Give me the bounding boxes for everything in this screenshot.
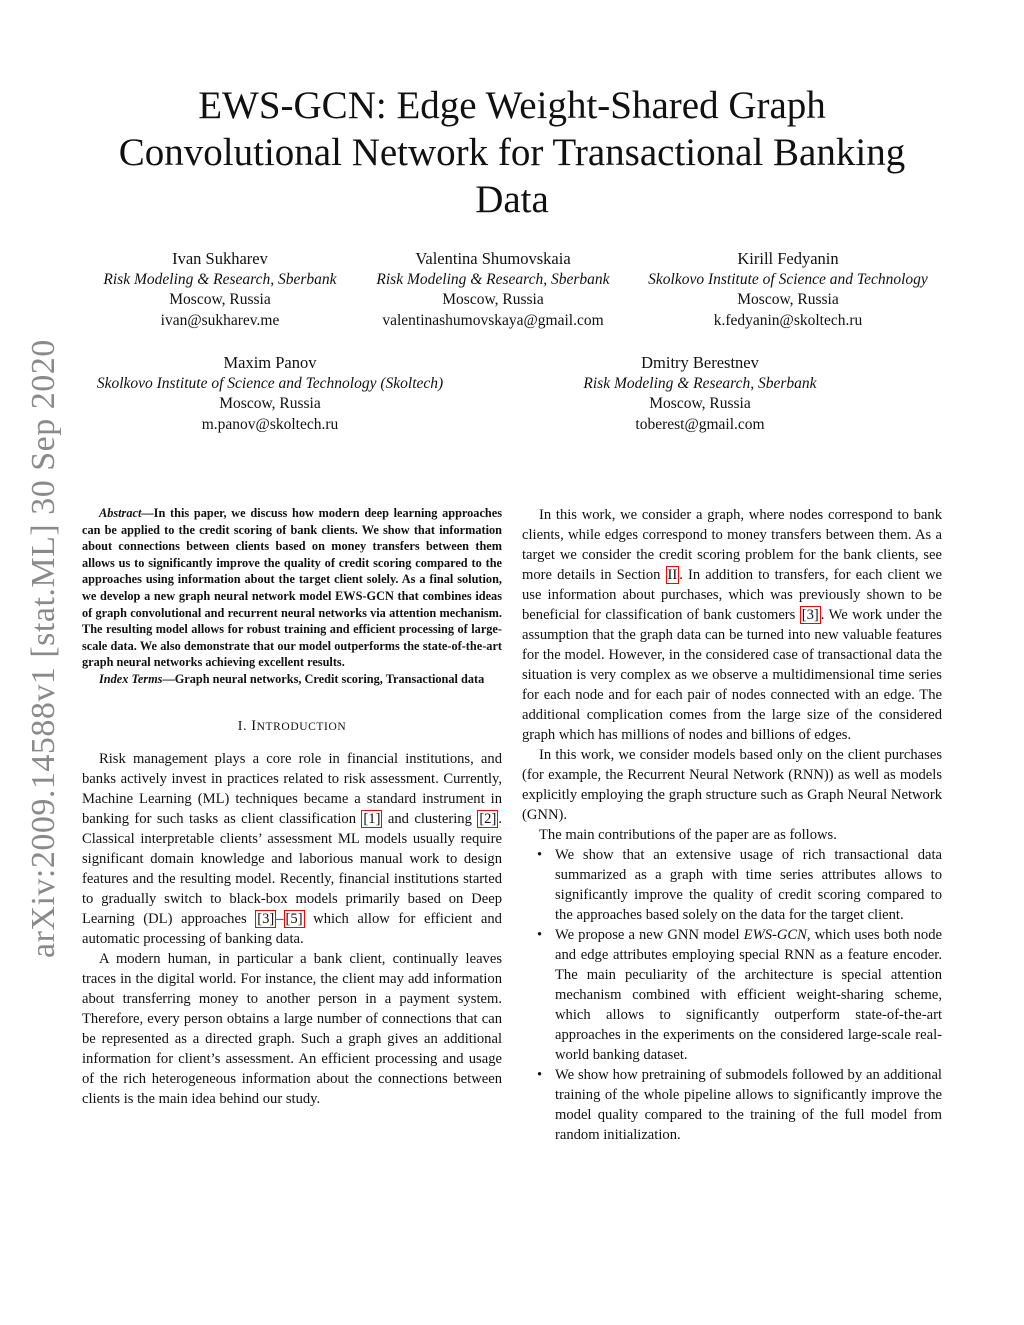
text-run: . In addition to transfers, for each client we use information about purchases, which was previously shown to be beneficial for classification of bank customers [522,567,942,623]
section-title-initial: I [251,717,257,734]
model-name: EWS-GCN [743,927,807,943]
section-heading-introduction [82,716,502,737]
author-location: Moscow, Russia [169,291,271,308]
right-column [522,505,942,1145]
abstract-text: In this paper, we discuss how modern deep learning approaches can be applied to the credit scoring of bank clients. We show that information about connections between clients based on money transfers between them allows us to significantly improve the quality of credit scoring compared to the approaches using information about the target client solely. As a final solution, we develop a new graph neural network model EWS-GCN that combines ideas of graph convolutional and recurrent neural networks via attention mechanism. The resulting model allows for robust training and efficient processing of large-scale data. We also demonstrate that our model outperforms the state-of-the-art graph neural networks achieving excellent results. [82,506,502,670]
author-affiliation: Skolkovo Institute of Science and Technology (Skoltech) [96,374,444,392]
text-run: Risk management plays a core role in financial institutions, and banks actively invest in practices related to risk assessment. Currently, Machine Learning (ML) techniques became a standard instrument in banking for such tasks as client classification [82,750,502,827]
text-run: – [276,910,284,927]
citation-link[interactable]: [2] [479,810,497,827]
text-run: We show that an extensive usage of rich transactional data summarized as a graph with time series attributes allows to significantly improve the quality of credit scoring compared to the approaches based solely on the data for the target client. [555,847,942,923]
author-block [70,353,470,435]
list-item [522,925,942,1065]
index-terms-text: Graph neural networks, Credit scoring, Transactional data [174,671,485,686]
paper-title: EWS-GCN: Edge Weight-Shared Graph Convolutional Network for Transactional Banking Data [118,84,906,221]
index-terms [82,671,502,688]
index-terms-label: Index Terms [99,671,163,686]
author-email: toberest@gmail.com [635,415,765,433]
text-run: and clustering [382,810,478,827]
text-run: In this work, we consider a graph, where nodes correspond to bank clients, while edges correspond to money transfers between them. As a target we consider the credit scoring problem for the bank clients, see more details in Section [522,507,942,583]
author-location: Moscow, Russia [442,291,544,308]
author-email: ivan@sukharev.me [160,311,280,329]
author-name: Ivan Sukharev [172,249,268,268]
author-block [540,353,860,435]
text-run: . Classical interpretable clients’ assessment ML models usually require significant domain knowledge and laborious manual work to design features and the resulting model. Recently, financial institutions started to gradually switch to black-box models primarily based on Deep Learning (DL) approaches [82,810,502,927]
author-name: Dmitry Berestnev [641,353,759,372]
author-location: Moscow, Russia [649,395,751,412]
list-item [522,845,942,925]
arxiv-side-stamp: arXiv:2009.14588v1 [stat.ML] 30 Sep 2020 [25,339,62,958]
text-run: We show how pretraining of submodels followed by an additional training of the whole pipeline allows to significantly improve the model quality compared to the training of the full model from random initialization. [555,1067,942,1143]
list-item [522,1065,942,1145]
body-paragraph [522,505,942,745]
author-name: Valentina Shumovskaia [415,249,571,268]
author-name: Kirill Fedyanin [737,249,839,268]
abstract-dash: — [141,506,154,520]
index-terms-dash: — [162,671,175,686]
intro-paragraph: A modern human, in particular a bank client, continually leaves traces in the digital world. For instance, the client may add information about transferring money to another person in a payment system. Therefore, every person obtains a large number of connections that can be represented as a directed graph. Such a graph gives an additional information for client’s assessment. An efficient processing and usage of the rich heterogeneous information about the connections between clients is the main idea behind our study. [82,950,502,1107]
author-affiliation: Skolkovo Institute of Science and Technology [648,270,928,288]
author-block [628,249,948,331]
section-numeral: I. [237,718,252,734]
text-run: which allow for efficient and automatic processing of banking data. [82,910,502,947]
bullet-icon: • [537,927,543,943]
author-block [362,249,624,331]
abstract [82,505,502,671]
author-location: Moscow, Russia [219,395,321,412]
section-title-rest: NTRODUCTION [256,720,347,733]
author-location: Moscow, Russia [737,291,839,308]
citation-link[interactable]: [3] [801,607,819,623]
author-name: Maxim Panov [223,353,317,372]
body-paragraph: The main contributions of the paper are as follows. [539,827,837,843]
contributions-list [522,845,942,1145]
abstract-label: Abstract [99,506,142,520]
text-run: . We work under the assumption that the graph data can be turned into new valuable features for the model. However, in the considered case of transactional data the situation is very complex as we observe a multidimensional time series for each node and for each pair of nodes connected with an edge. The additional complication comes from the large size of the considered graph which has millions of nodes and billions of edges. [522,607,942,743]
section-link[interactable]: II [667,567,678,583]
left-column [82,505,502,1109]
intro-paragraph [82,749,502,949]
text-run: , which uses both node and edge attributes employing special RNN as a feature encoder. The main peculiarity of the architecture is special attention mechanism combined with efficient weight-sharing scheme, which allows to significantly outperform state-of-the-art approaches in the experiments on the considered large-scale real-world banking dataset. [555,927,942,1063]
bullet-icon: • [537,1067,543,1083]
author-email: m.panov@skoltech.ru [201,415,339,433]
citation-link[interactable]: [1] [363,810,381,827]
author-email: valentinashumovskaya@gmail.com [382,311,604,329]
citation-link[interactable]: [5] [285,910,303,927]
author-affiliation: Risk Modeling & Research, Sberbank [376,270,610,288]
citation-link[interactable]: [3] [257,910,275,927]
body-paragraph: In this work, we consider models based only on the client purchases (for example, the Recurrent Neural Network (RNN)) as well as models explicitly employing the graph structure such as Graph Neural Network (GNN). [522,747,942,823]
author-affiliation: Risk Modeling & Research, Sberbank [583,374,817,392]
bullet-icon: • [537,847,543,863]
text-run: We propose a new GNN model [555,927,744,943]
author-block [80,249,360,331]
author-affiliation: Risk Modeling & Research, Sberbank [103,270,337,288]
author-email: k.fedyanin@skoltech.ru [713,311,863,329]
